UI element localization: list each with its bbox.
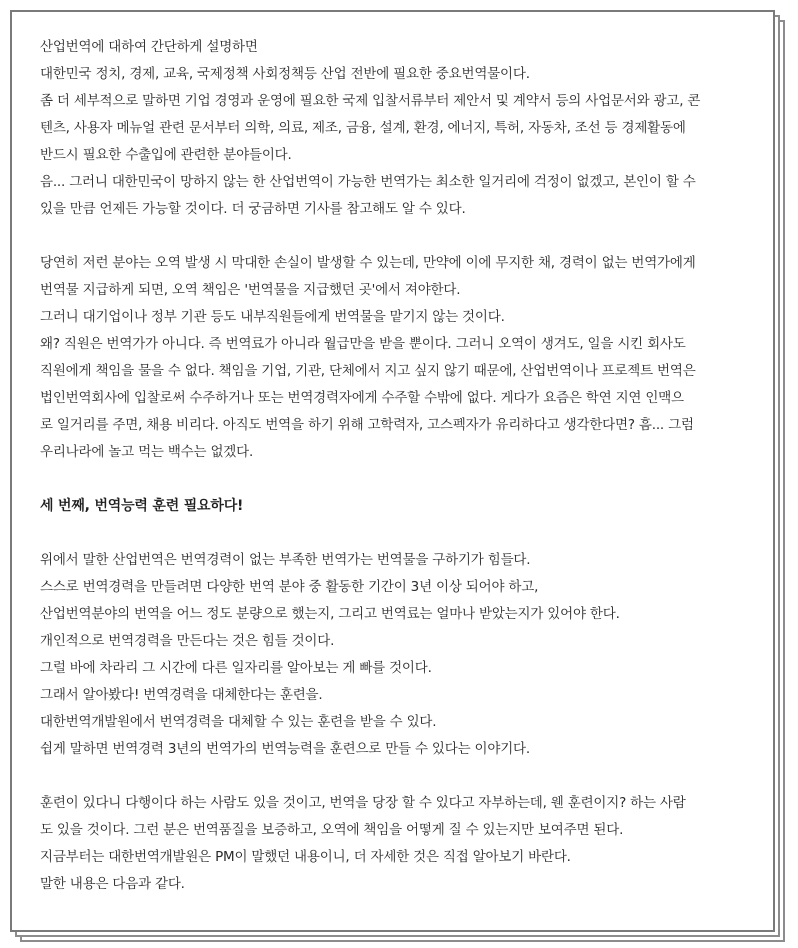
text-line: 스스로 번역경력을 만들려면 다양한 번역 분야 중 활동한 기간이 3년 이상 되어야 하고, (40, 579, 539, 595)
text-line: 텐츠, 사용자 메뉴얼 관련 문서부터 의학, 의료, 제조, 금융, 설계, 환경, 에너지, 특허, 자동차, 조선 등 경제활동에 (40, 120, 686, 136)
text-line: 대한번역개발원에서 번역경력을 대체할 수 있는 훈련을 받을 수 있다. (40, 714, 437, 730)
text-line: 왜? 직원은 번역가가 아니다. 즉 번역료가 아니라 월급만을 받을 뿐이다. 그러니 오역이 생겨도, 일을 시킨 회사도 (40, 336, 686, 352)
paragraph-spacer (40, 466, 740, 493)
text-line: 말한 내용은 다음과 같다. (40, 876, 185, 892)
text-line: 반드시 필요한 수출입에 관련한 분야들이다. (40, 147, 292, 163)
text-line: 있을 만큼 언제든 가능할 것이다. 더 궁금하면 기사를 참고해도 알 수 있다. (40, 201, 466, 217)
paragraph-spacer (40, 520, 740, 547)
text-line: 우리나라에 놀고 먹는 백수는 없겠다. (40, 444, 254, 460)
paragraph-training (40, 547, 740, 763)
text-line: 쉽게 말하면 번역경력 3년의 번역가의 번역능력을 훈련으로 만들 수 있다는 이야기다. (40, 741, 530, 757)
document-body (40, 34, 740, 898)
paragraph-liability (40, 250, 740, 466)
text-line: 위에서 말한 산업번역은 번역경력이 없는 부족한 번역가는 번역물을 구하기가 힘들다. (40, 552, 531, 568)
text-line: 로 일거리를 주면, 채용 비리다. 아직도 번역을 하기 위해 고학력자, 고스펙자가 유리하다고 생각한다면? 흠... 그럼 (40, 417, 694, 433)
text-line: 훈련이 있다니 다행이다 하는 사람도 있을 것이고, 번역을 당장 할 수 있다고 자부하는데, 웬 훈련이지? 하는 사람 (40, 795, 686, 811)
text-line: 그러니 대기업이나 정부 기관 등도 내부직원들에게 번역물을 맡기지 않는 것이다. (40, 309, 505, 325)
paragraph-spacer (40, 763, 740, 790)
paragraph-spacer (40, 223, 740, 250)
text-line: 그래서 알아봤다! 번역경력을 대체한다는 훈련을. (40, 687, 323, 703)
text-line: 산업번역분야의 번역을 어느 정도 분량으로 했는지, 그리고 번역료는 얼마나 받았는지가 있어야 한다. (40, 606, 620, 622)
text-line: 좀 더 세부적으로 말하면 기업 경영과 운영에 필요한 국제 입찰서류부터 제안서 및 계약서 등의 사업문서와 광고, 콘 (40, 93, 701, 109)
text-line: 도 있을 것이다. 그런 분은 번역품질을 보증하고, 오역에 책임을 어떻게 질 수 있는지만 보여주면 된다. (40, 822, 624, 838)
text-line: 산업번역에 대하여 간단하게 설명하면 (40, 39, 258, 55)
text-line: 당연히 저런 분야는 오역 발생 시 막대한 손실이 발생할 수 있는데, 만약에 이에 무지한 채, 경력이 없는 번역가에게 (40, 255, 696, 271)
text-line: 개인적으로 번역경력을 만든다는 것은 힘들 것이다. (40, 633, 335, 649)
text-line: 그럴 바에 차라리 그 시간에 다른 일자리를 알아보는 게 빠를 것이다. (40, 660, 432, 676)
paragraph-intro (40, 34, 740, 223)
section-heading: 세 번째, 번역능력 훈련 필요하다! (40, 498, 244, 514)
text-line: 법인번역회사에 입찰로써 수주하거나 또는 번역경력자에게 수주할 수밖에 없다. 게다가 요즘은 학연 지연 인맥으 (40, 390, 684, 406)
text-line: 음... 그러니 대한민국이 망하지 않는 한 산업번역이 가능한 번역가는 최소한 일거리에 걱정이 없겠고, 본인이 할 수 (40, 174, 696, 190)
text-line: 번역물 지급하게 되면, 오역 책임은 '번역물을 지급했던 곳'에서 져야한다. (40, 282, 461, 298)
text-line: 대한민국 정치, 경제, 교육, 국제정책 사회정책등 산업 전반에 필요한 중요번역물이다. (40, 66, 530, 82)
text-line: 직원에게 책임을 물을 수 없다. 책임을 기업, 기관, 단체에서 지고 싶지 않기 때문에, 산업번역이나 프로젝트 번역은 (40, 363, 696, 379)
text-line: 지금부터는 대한번역개발원은 PM이 말했던 내용이니, 더 자세한 것은 직접 알아보기 바란다. (40, 849, 571, 865)
paragraph-closing (40, 790, 740, 898)
